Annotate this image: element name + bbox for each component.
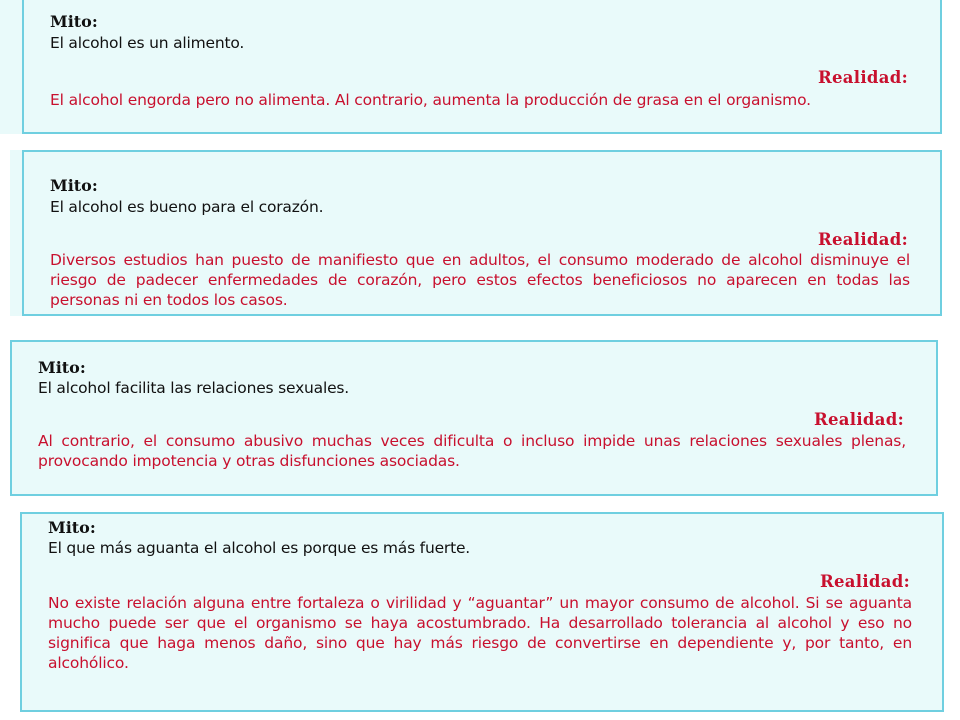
myth-card-4: [20, 512, 944, 712]
mito-text: El que más aguanta el alcohol es porque es más fuerte.: [48, 539, 471, 557]
mito-label: Mito:: [48, 518, 96, 537]
realidad-label: Realidad:: [818, 230, 908, 249]
realidad-label: Realidad:: [820, 572, 910, 591]
realidad-text: El alcohol engorda pero no alimenta. Al contrario, aumenta la producción de grasa en el organismo.: [50, 91, 811, 109]
myth-card-1: [22, 0, 942, 134]
realidad-label: Realidad:: [818, 68, 908, 87]
myth-card-3: [10, 340, 938, 496]
realidad-text: No existe relación alguna entre fortaleza o virilidad y “aguantar” un mayor consumo de alcohol. Si se aguanta mucho puede ser que el organismo se haya acostumbrado. Ha desarrollado tolerancia al alcohol y eso no significa que haga menos daño, sino que hay más riesgo de convertirse en dependiente y, por tanto, en alcohólico.: [48, 594, 912, 672]
mito-label: Mito:: [50, 176, 98, 195]
myth-card-2: [22, 150, 942, 316]
realidad-label: Realidad:: [814, 410, 904, 429]
mito-text: El alcohol facilita las relaciones sexuales.: [38, 379, 350, 397]
background-strip: [0, 0, 24, 134]
mito-label: Mito:: [50, 12, 98, 31]
realidad-text: Al contrario, el consumo abusivo muchas veces dificulta o incluso impide unas relaciones sexuales plenas, provocando impotencia y otras disfunciones asociadas.: [38, 432, 906, 470]
mito-label: Mito:: [38, 358, 86, 377]
mito-text: El alcohol es bueno para el corazón.: [50, 198, 324, 216]
mito-text: El alcohol es un alimento.: [50, 34, 245, 52]
realidad-text: Diversos estudios han puesto de manifiesto que en adultos, el consumo moderado de alcohol disminuye el riesgo de padecer enfermedades de corazón, pero estos efectos beneficiosos no aparecen en todas las personas ni en todos los casos.: [50, 251, 910, 309]
